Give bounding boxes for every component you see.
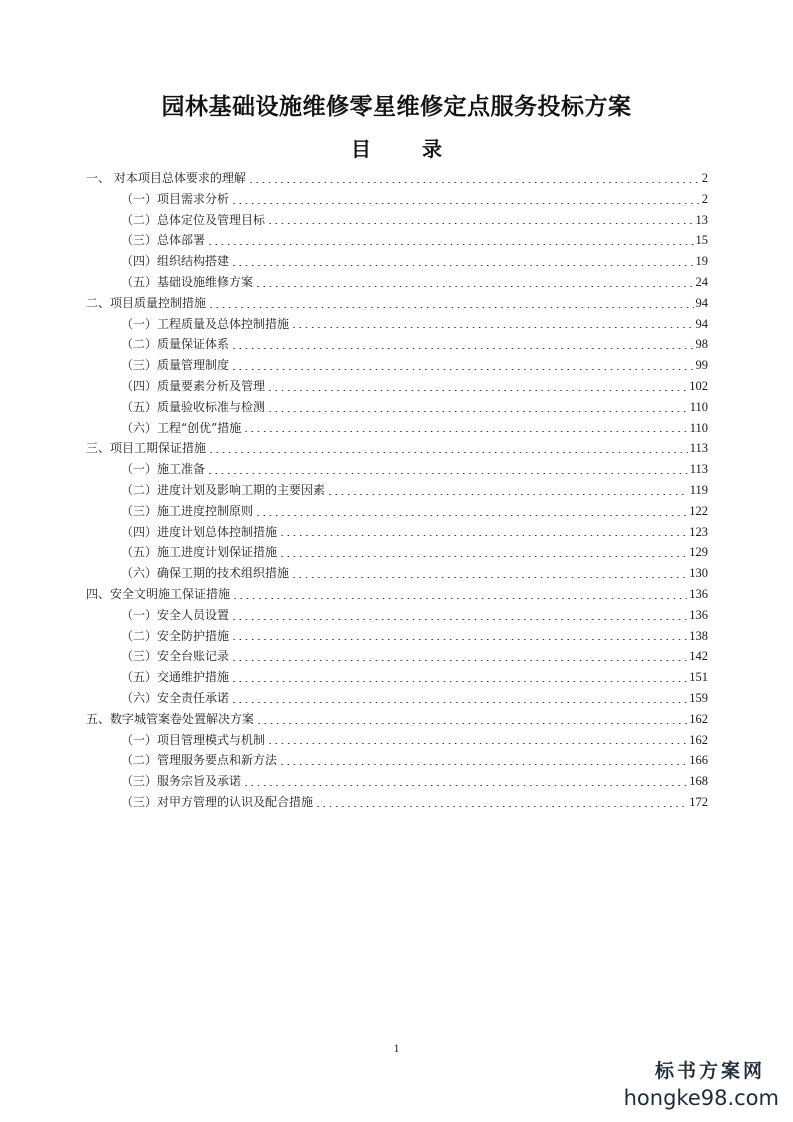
toc-entry-label: 四、安全文明施工保证措施: [86, 586, 231, 601]
toc-entry-page-number: 94: [695, 316, 708, 331]
toc-section-entry[interactable]: [86, 522, 708, 543]
toc-dot-leader: [231, 619, 687, 620]
toc-section-entry[interactable]: [86, 272, 708, 293]
watermark-logo: [624, 1062, 779, 1109]
toc-entry-label: （五）基础设施维修方案: [121, 274, 254, 289]
toc-section-entry[interactable]: [86, 605, 708, 626]
toc-entry-page-number: 99: [695, 358, 708, 373]
toc-entry-label: （五）施工进度计划保证措施: [121, 545, 278, 560]
toc-section-entry[interactable]: [86, 376, 708, 397]
toc-entry-page-number: 24: [695, 274, 708, 289]
toc-section-entry[interactable]: [86, 459, 708, 480]
toc-entry-label: （六）安全责任承诺: [121, 690, 230, 705]
toc-dot-leader: [255, 286, 693, 287]
toc-dot-leader: [248, 182, 700, 183]
toc-entry-page-number: 110: [689, 399, 708, 414]
toc-entry-label: （二）总体定位及管理目标: [121, 212, 266, 227]
toc-chapter-entry[interactable]: [86, 709, 708, 730]
toc-section-entry[interactable]: [86, 210, 708, 231]
watermark-site-name: 标书方案网: [654, 1060, 765, 1082]
toc-dot-leader: [231, 203, 700, 204]
toc-entry-page-number: 142: [689, 649, 708, 664]
toc-dot-leader: [231, 681, 687, 682]
toc-entry-page-number: 136: [689, 586, 708, 601]
toc-entry-page-number: 19: [695, 254, 708, 269]
toc-section-entry[interactable]: [86, 480, 708, 501]
toc-entry-page-number: 172: [689, 794, 708, 809]
toc-dot-leader: [279, 556, 687, 557]
toc-entry-label: 三、项目工期保证措施: [86, 441, 207, 456]
toc-entry-page-number: 98: [695, 337, 708, 352]
toc-dot-leader: [255, 515, 687, 516]
toc-entry-page-number: 151: [689, 670, 708, 685]
toc-section-entry[interactable]: [86, 563, 708, 584]
toc-dot-leader: [291, 327, 693, 328]
toc-entry-page-number: 15: [695, 233, 708, 248]
toc-entry-label: （六）工程“创优”措施: [121, 420, 242, 435]
toc-section-entry[interactable]: [86, 730, 708, 751]
toc-section-entry[interactable]: [86, 230, 708, 251]
toc-dot-leader: [231, 265, 693, 266]
toc-section-entry[interactable]: [86, 355, 708, 376]
page-number: 1: [393, 1041, 400, 1055]
toc-entry-page-number: 123: [689, 524, 708, 539]
toc-chapter-entry[interactable]: [86, 168, 708, 189]
toc-entry-label: （六）确保工期的技术组织措施: [121, 566, 290, 581]
toc-entry-page-number: 94: [695, 295, 708, 310]
toc-section-entry[interactable]: [86, 626, 708, 647]
toc-entry-page-number: 119: [689, 482, 708, 497]
table-of-contents: [86, 168, 708, 813]
toc-dot-leader: [231, 369, 693, 370]
toc-dot-leader: [243, 785, 687, 786]
toc-entry-page-number: 129: [689, 545, 708, 560]
toc-entry-page-number: 130: [689, 566, 708, 581]
toc-entry-label: （二）管理服务要点和新方法: [121, 753, 278, 768]
toc-entry-label: 五、数字城管案卷处置解决方案: [86, 711, 255, 726]
toc-entry-label: （五）质量验收标准与检测: [121, 399, 266, 414]
toc-entry-page-number: 162: [689, 732, 708, 747]
toc-dot-leader: [267, 390, 687, 391]
toc-entry-page-number: 138: [689, 628, 708, 643]
toc-entry-label: （三）质量管理制度: [121, 358, 230, 373]
toc-dot-leader: [232, 598, 687, 599]
toc-dot-leader: [243, 431, 687, 432]
toc-dot-leader: [267, 223, 693, 224]
toc-dot-leader: [279, 764, 687, 765]
toc-entry-label: （三）总体部署: [121, 233, 206, 248]
toc-dot-leader: [267, 743, 687, 744]
toc-entry-page-number: 166: [689, 753, 708, 768]
toc-dot-leader: [208, 307, 693, 308]
toc-dot-leader: [231, 702, 687, 703]
toc-dot-leader: [315, 806, 687, 807]
toc-entry-label: （四）进度计划总体控制措施: [121, 524, 278, 539]
toc-section-entry[interactable]: [86, 189, 708, 210]
toc-chapter-entry[interactable]: [86, 438, 708, 459]
toc-entry-label: （三）服务宗旨及承诺: [121, 774, 242, 789]
toc-entry-label: 一、 对本项目总体要求的理解: [86, 171, 246, 185]
toc-dot-leader: [327, 494, 688, 495]
toc-section-entry[interactable]: [86, 688, 708, 709]
toc-entry-label: （三）施工进度控制原则: [121, 503, 254, 518]
toc-chapter-entry[interactable]: [86, 293, 708, 314]
toc-entry-page-number: 159: [689, 690, 708, 705]
toc-entry-page-number: 122: [689, 503, 708, 518]
toc-section-entry[interactable]: [86, 792, 708, 813]
toc-entry-page-number: 113: [689, 462, 708, 477]
toc-dot-leader: [267, 411, 688, 412]
toc-entry-label: 二、项目质量控制措施: [86, 295, 207, 310]
toc-entry-page-number: 102: [689, 378, 708, 393]
watermark-url: hongke98.com: [623, 1086, 779, 1110]
toc-section-entry[interactable]: [86, 334, 708, 355]
toc-entry-label: （五）交通维护措施: [121, 670, 230, 685]
toc-entry-label: （四）质量要素分析及管理: [121, 378, 266, 393]
toc-section-entry[interactable]: [86, 251, 708, 272]
toc-section-entry[interactable]: [86, 667, 708, 688]
toc-dot-leader: [207, 244, 693, 245]
toc-entry-page-number: 2: [701, 171, 708, 185]
toc-section-entry[interactable]: [86, 314, 708, 335]
toc-entry-label: （四）组织结构搭建: [121, 254, 230, 269]
toc-section-entry[interactable]: [86, 397, 708, 418]
toc-entry-page-number: 2: [701, 191, 708, 206]
toc-section-entry[interactable]: [86, 771, 708, 792]
toc-dot-leader: [231, 348, 693, 349]
toc-section-entry[interactable]: [86, 750, 708, 771]
toc-entry-label: （一）工程质量及总体控制措施: [121, 316, 290, 331]
toc-entry-page-number: 168: [689, 774, 708, 789]
toc-entry-label: （一）项目需求分析: [121, 191, 230, 206]
toc-entry-label: （二）质量保证体系: [121, 337, 230, 352]
toc-section-entry[interactable]: [86, 646, 708, 667]
toc-heading: 目 录: [351, 137, 464, 161]
toc-entry-page-number: 110: [689, 420, 708, 435]
toc-dot-leader: [291, 577, 687, 578]
toc-dot-leader: [207, 473, 688, 474]
toc-entry-label: （三）对甲方管理的认识及配合措施: [121, 794, 314, 809]
toc-section-entry[interactable]: [86, 418, 708, 439]
toc-entry-label: （二）安全防护措施: [121, 628, 230, 643]
toc-dot-leader: [231, 660, 687, 661]
toc-dot-leader: [231, 639, 687, 640]
toc-entry-page-number: 113: [689, 441, 708, 456]
toc-entry-page-number: 136: [689, 607, 708, 622]
toc-entry-label: （一）安全人员设置: [121, 607, 230, 622]
toc-entry-label: （一）项目管理模式与机制: [121, 732, 266, 747]
toc-section-entry[interactable]: [86, 542, 708, 563]
document-title: 园林基础设施维修零星维修定点服务投标方案: [161, 94, 632, 120]
toc-entry-label: （一）施工准备: [121, 462, 206, 477]
toc-chapter-entry[interactable]: [86, 584, 708, 605]
toc-section-entry[interactable]: [86, 501, 708, 522]
toc-entry-label: （二）进度计划及影响工期的主要因素: [121, 482, 326, 497]
toc-dot-leader: [256, 723, 687, 724]
toc-entry-page-number: 13: [695, 212, 708, 227]
toc-dot-leader: [208, 452, 688, 453]
toc-entry-page-number: 162: [689, 711, 708, 726]
toc-dot-leader: [279, 535, 687, 536]
toc-entry-label: （三）安全台账记录: [121, 649, 230, 664]
